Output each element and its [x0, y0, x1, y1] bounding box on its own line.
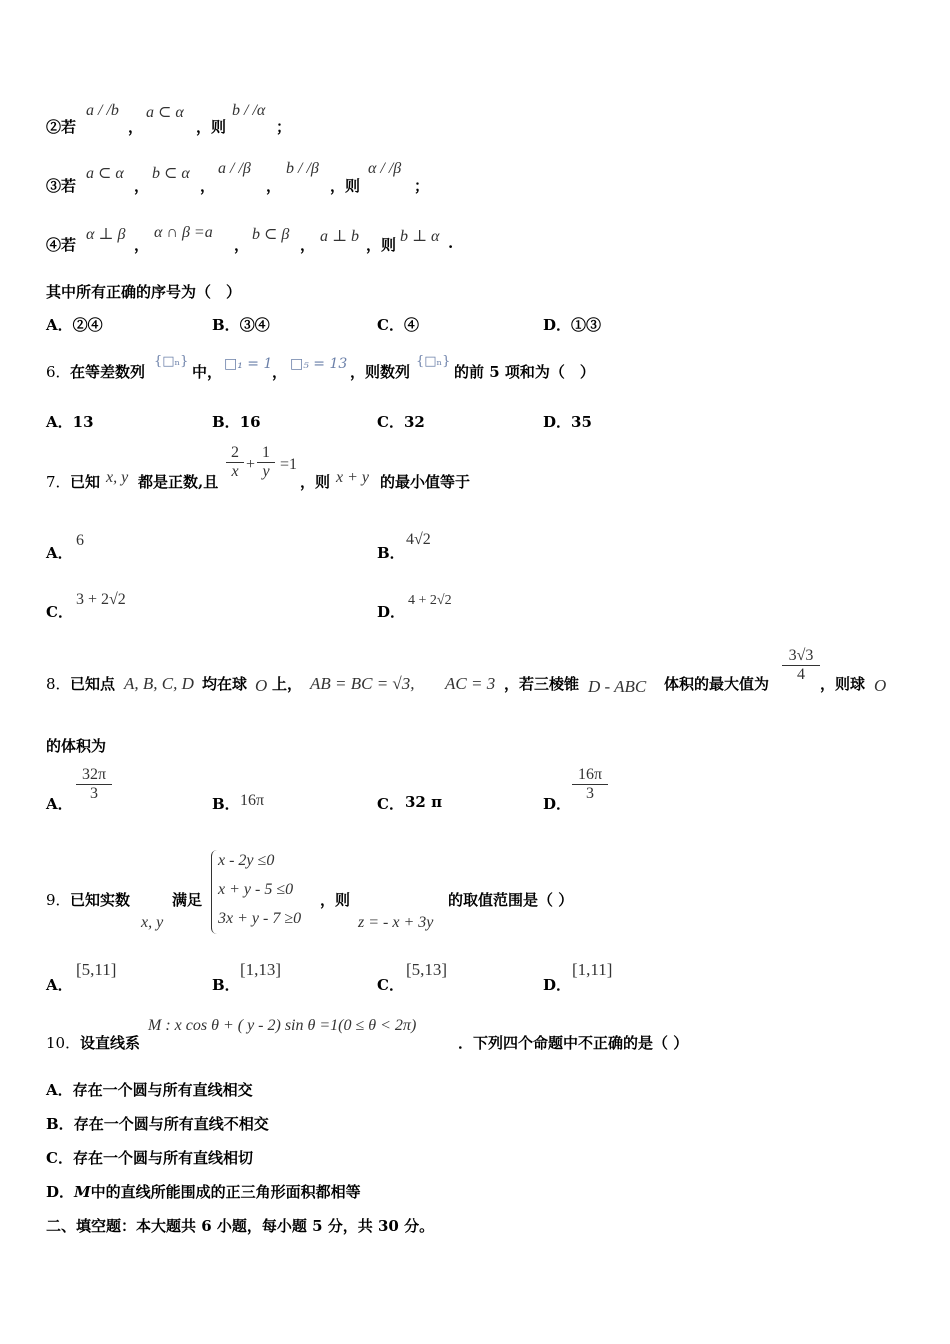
math-expr: b / /β: [286, 160, 319, 177]
option-a[interactable]: A．②④: [46, 316, 103, 334]
math-vars: x, y: [106, 469, 129, 486]
question-number: 6．: [46, 363, 71, 381]
then-text: ，则: [196, 118, 227, 136]
question-number: 10．: [46, 1034, 81, 1052]
math-expr: a / /β: [218, 160, 251, 177]
then-text: ，则: [330, 177, 361, 195]
item-number: ②若: [46, 118, 77, 136]
section-2-heading: 二、填空题：本大题共 6 小题，每小题 5 分，共 30 分。: [46, 1217, 435, 1235]
option-d[interactable]: D．M中的直线所能围成的正三角形面积都相等: [46, 1183, 361, 1201]
objective-z: z = - x + 3y: [358, 914, 434, 931]
option-d[interactable]: D．①③: [543, 316, 602, 334]
math-expr: a ⊥ b: [320, 228, 360, 245]
fraction-2-over-x: $\frac{2}{x}$: [226, 444, 244, 481]
constraint-2: x + y - 5 ≤0: [218, 881, 294, 898]
question-number: 7．: [46, 473, 71, 491]
sequence-symbol: {□ₙ}: [154, 354, 189, 369]
math-expr: a / /b: [86, 102, 119, 119]
option-c[interactable]: C．④: [377, 316, 419, 334]
q5-prompt: 其中所有正确的序号为（ ）: [46, 283, 242, 301]
question-number: 8．: [46, 675, 71, 693]
constraint-1: x - 2y ≤0: [218, 852, 275, 869]
sphere-o: O: [255, 676, 268, 695]
item-number: ④若: [46, 236, 77, 254]
option-a[interactable]: A．13: [46, 413, 94, 431]
line-system-m: M : x cos θ + ( y - 2) sin θ =1(0 ≤ θ < 2π): [148, 1017, 417, 1034]
max-volume-fraction: $\frac{3√3}{4}$: [782, 647, 820, 684]
math-expr: α ∩ β =a: [154, 224, 213, 241]
option-c[interactable]: C．32: [377, 413, 425, 431]
condition-2: □₅ = 13: [290, 356, 348, 372]
math-expr: α / /β: [368, 160, 402, 177]
sphere-o: O: [874, 676, 887, 695]
option-a[interactable]: A．存在一个圆与所有直线相交: [46, 1081, 253, 1099]
fraction-1-over-y: $\frac{1}{y}$: [257, 444, 275, 481]
math-vars: x, y: [141, 914, 164, 931]
math-expr: a ⊂ α: [86, 165, 124, 182]
question-number: 9．: [46, 891, 71, 909]
math-expr: α ⊥ β: [86, 226, 126, 243]
then-text: ，则: [366, 236, 397, 254]
math-expr: x + y: [336, 469, 369, 486]
math-expr: b ⊥ α: [400, 228, 440, 245]
condition-ac: AC = 3: [445, 674, 496, 693]
condition-1: □₁ = 1: [224, 356, 273, 372]
option-d[interactable]: D．35: [543, 413, 592, 431]
math-expr: b / /α: [232, 102, 266, 119]
point-names: A, B, C, D: [124, 674, 194, 693]
system-brace: [211, 850, 218, 934]
option-b[interactable]: B．③④: [212, 316, 270, 334]
item-number: ③若: [46, 177, 77, 195]
condition-ab-bc: AB = BC = √3,: [310, 674, 415, 693]
option-b[interactable]: B．16: [212, 413, 261, 431]
sequence-symbol: {□ₙ}: [416, 354, 451, 369]
math-expr: b ⊂ β: [252, 226, 290, 243]
constraint-3: 3x + y - 7 ≥0: [218, 910, 302, 927]
math-expr: b ⊂ α: [152, 165, 190, 182]
math-expr: a ⊂ α: [146, 104, 184, 121]
option-b[interactable]: B．存在一个圆与所有直线不相交: [46, 1115, 269, 1133]
tetrahedron: D - ABC: [588, 677, 647, 696]
option-c[interactable]: C．存在一个圆与所有直线相切: [46, 1149, 253, 1167]
